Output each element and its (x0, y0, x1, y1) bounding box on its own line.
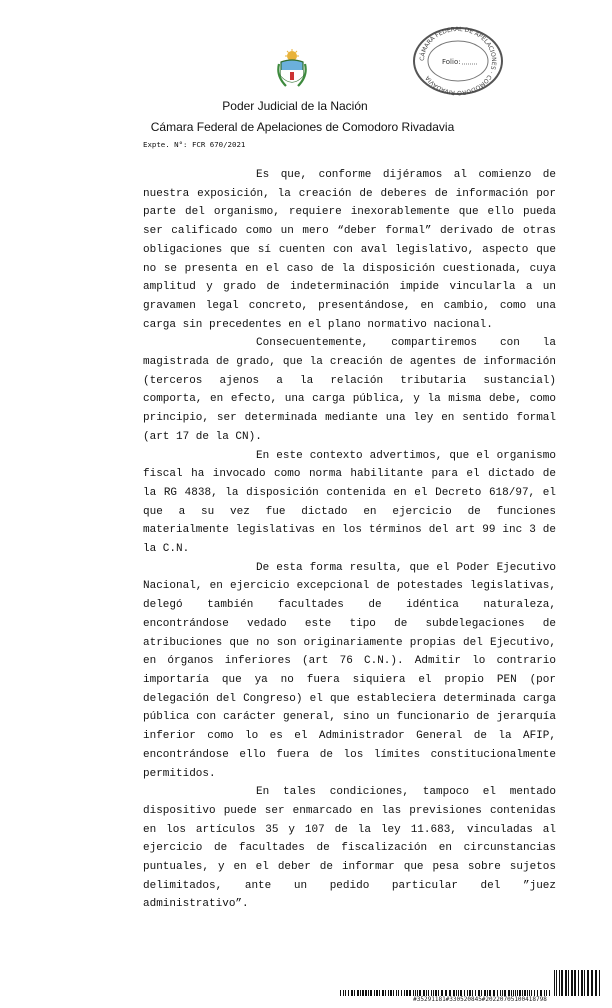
seal-folio-label: Folio: (442, 58, 461, 66)
paragraph: De esta forma resulta, que el Poder Ejecutivo Nacional, en ejercicio excepcional de potestades legislativas, delegó también facultades de idéntica naturaleza, encontrándose vedado este tipo de subdelegaciones de atribuciones que no son originariamente propias del Ejecutivo, en órganos inferiores (art 76 C.N.). Admitir lo contrario importaría que ya no fuera siquiera el propio PEN (por delegación del Congreso) el que estableciera determinada carga pública con carácter general, sino un funcionario de jerarquía inferior como lo es el Administrador General de la AFIP, encontrándose ello fuera de los límites constitucionalmente permitidos. (143, 561, 556, 780)
coat-of-arms-icon (276, 48, 308, 90)
court-seal (412, 26, 504, 96)
document-body (143, 166, 556, 914)
paragraph: Consecuentemente, compartiremos con la magistrada de grado, que la creación de agentes de información (terceros ajenos a la relación tributaria sustancial) comporta, en efecto, una carga pública, y la misma debe, como principio, ser determinada mediante una ley en sentido formal (art 17 de la CN). (143, 337, 556, 443)
seal-ring-text: CÁMARA FEDERAL DE APELACIONES · COMODORO RIVADAVIA (418, 26, 498, 96)
court-name-heading: Poder Judicial de la Nación (222, 99, 368, 113)
paragraph: En tales condiciones, tampoco el mentado dispositivo puede ser enmarcado en las previsiones contenidas en los artículos 35 y 107 de la ley 11.683, vinculadas al ejercicio de facultades de fiscalización en circunstancias puntuales, y en el deber de informar que pesa sobre sujetos delimitados, ante un pedido particular del ”juez administrativo”. (143, 786, 556, 911)
paragraph: Es que, conforme dijéramos al comienzo de nuestra exposición, la creación de deberes de información por parte del organismo, requiere inexorablemente que ello pueda ser calificado como un mero “deber formal” derivado de otras obligaciones que sí cuenten con aval legislativo, aspecto que no se presenta en el caso de la disposición cuestionada, cuya amplitud y grado de indeterminación impide vincularla a un gravamen legal concreto, presentándose, en cambio, como una carga sin precedentes en el plano normativo nacional. (143, 169, 556, 331)
barcode-number: #35291181#330520845#20220705100418798 (413, 996, 547, 1003)
paragraph: En este contexto advertimos, que el organismo fiscal ha invocado como norma habilitante para el dictado de la RG 4838, la disposición contenida en el Decreto 618/97, el que a su vez fue dictado en ejercicio de funciones materialmente legislativas en los términos del art 99 inc 3 de la C.N. (143, 449, 556, 556)
chamber-name-heading: Cámara Federal de Apelaciones de Comodoro Rivadavia (150, 120, 455, 134)
case-number: Expte. N°: FCR 670/2021 (143, 140, 246, 149)
